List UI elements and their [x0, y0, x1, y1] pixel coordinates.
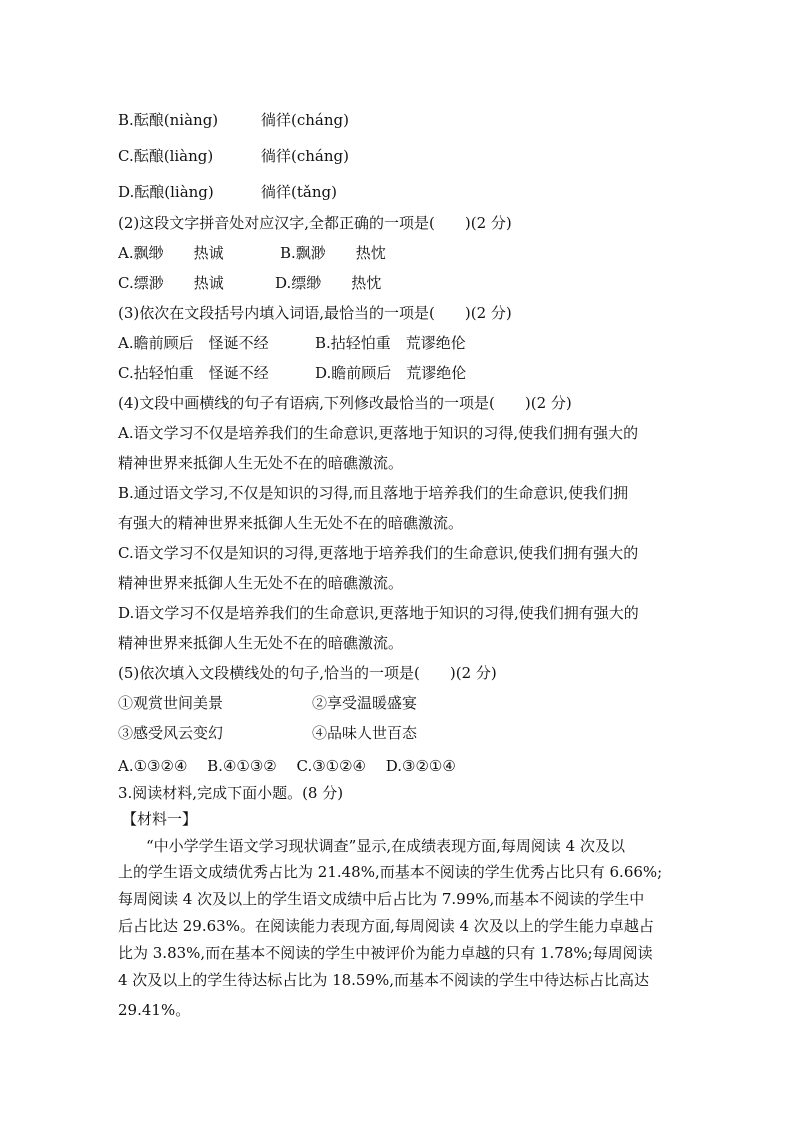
q1-option-c [118, 146, 349, 166]
q5-options: A.①③②④ B.④①③② C.③①②④ D.③②①④ [118, 757, 456, 775]
q3-option-b: B.拈轻怕重 荒谬绝伦 [315, 334, 466, 352]
q1-option-c-word2: 徜徉(cháng) [261, 147, 349, 165]
q4-option-c-line1: C.语文学习不仅是知识的习得,更落地于培养我们的生命意识,使我们拥有强大的 [118, 544, 639, 562]
q5-sentence-2: ②享受温暖盛宴 [312, 694, 418, 712]
q2-option-c: C.缥渺 热诚 [118, 274, 224, 292]
q2-option-d: D.缥缈 热忱 [275, 274, 382, 292]
q1-option-c-word1: C.酝酿(liàng) [118, 147, 214, 165]
material-paragraph-line-2: 上的学生语文成绩优秀占比为 21.48%,而基本不阅读的学生优秀占比只有 6.66%; [118, 863, 663, 881]
q1-option-d-word1: D.酝酿(liàng) [118, 183, 214, 201]
reading-question-stem: 3.阅读材料,完成下面小题。(8 分) [118, 784, 344, 802]
q4-option-b-line1: B.通过语文学习,不仅是知识的习得,而且落地于培养我们的生命意识,使我们拥 [118, 484, 629, 502]
q5-sentence-4: ④品味人世百态 [312, 724, 418, 742]
q5-sentence-3: ③感受风云变幻 [118, 724, 224, 742]
q1-option-d [118, 182, 337, 202]
material-heading: 【材料一】 [122, 810, 198, 828]
q3-stem: (3)依次在文段括号内填入词语,最恰当的一项是( )(2 分) [118, 304, 512, 322]
q2-option-a: A.飘缈 热诚 [118, 244, 224, 262]
q4-option-c-line2: 精神世界来抵御人生无处不在的暗礁激流。 [118, 574, 404, 592]
q3-option-d: D.瞻前顾后 荒谬绝伦 [315, 364, 467, 382]
q4-option-a-line1: A.语文学习不仅是培养我们的生命意识,更落地于知识的习得,使我们拥有强大的 [118, 424, 639, 442]
q1-option-d-word2: 徜徉(tǎng) [261, 183, 337, 201]
q5-stem: (5)依次填入文段横线处的句子,恰当的一项是( )(2 分) [118, 664, 497, 682]
q1-option-b-word2: 徜徉(cháng) [261, 111, 349, 129]
material-paragraph-line-5: 比为 3.83%,而在基本不阅读的学生中被评价为能力卓越的只有 1.78%;每周阅读 [118, 944, 653, 962]
q4-option-b-line2: 有强大的精神世界来抵御人生无处不在的暗礁激流。 [118, 514, 464, 532]
q3-option-c: C.拈轻怕重 怪诞不经 [118, 364, 269, 382]
material-paragraph-line-6: 4 次及以上的学生待达标占比为 18.59%,而基本不阅读的学生中待达标占比高达 [118, 971, 650, 989]
q1-option-b [118, 110, 349, 130]
q1-option-b-word1: B.酝酿(niàng) [118, 111, 219, 129]
q4-option-a-line2: 精神世界来抵御人生无处不在的暗礁激流。 [118, 454, 404, 472]
material-paragraph-line-4: 后占比达 29.63%。在阅读能力表现方面,每周阅读 4 次及以上的学生能力卓越占 [118, 917, 654, 935]
q2-option-b: B.飘渺 热忱 [280, 244, 386, 262]
material-paragraph-line-7: 29.41%。 [118, 1001, 191, 1019]
q3-option-a: A.瞻前顾后 怪诞不经 [118, 334, 269, 352]
q4-option-d-line1: D.语文学习不仅是培养我们的生命意识,更落地于知识的习得,使我们拥有强大的 [118, 604, 639, 622]
q4-option-d-line2: 精神世界来抵御人生无处不在的暗礁激流。 [118, 634, 404, 652]
q2-stem: (2)这段文字拼音处对应汉字,全都正确的一项是( )(2 分) [118, 214, 512, 232]
q4-stem: (4)文段中画横线的句子有语病,下列修改最恰当的一项是( )(2 分) [118, 394, 572, 412]
q5-sentence-1: ①观赏世间美景 [118, 694, 224, 712]
material-paragraph-line-3: 每周阅读 4 次及以上的学生语文成绩中后占比为 7.99%,而基本不阅读的学生中 [118, 890, 645, 908]
material-paragraph-line-1: “中小学学生语文学习现状调查”显示,在成绩表现方面,每周阅读 4 次及以 [146, 837, 625, 855]
